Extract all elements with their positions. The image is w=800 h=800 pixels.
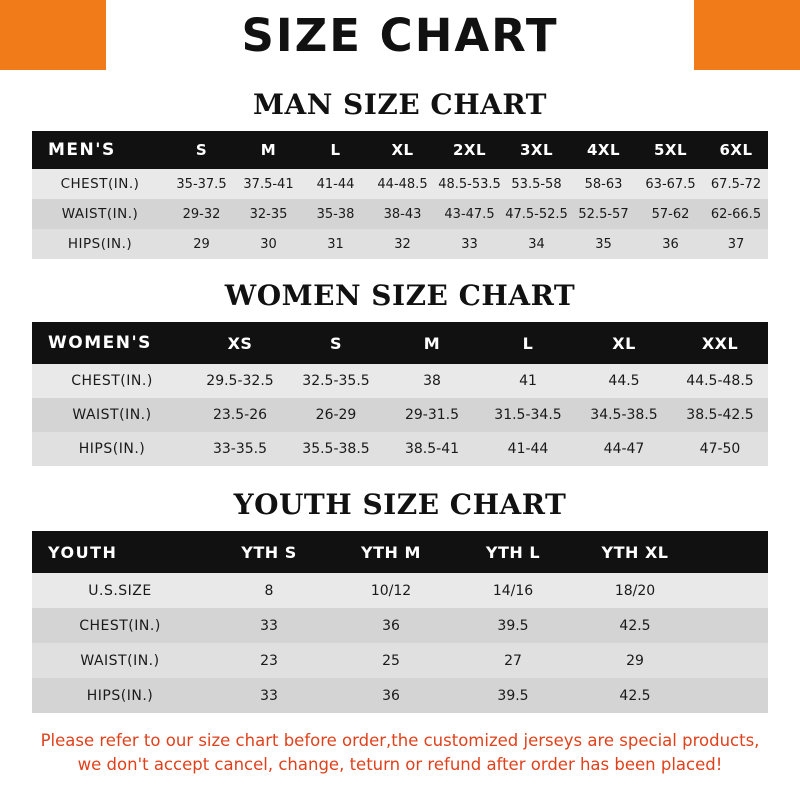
- youth-row-1-pad: [696, 608, 768, 643]
- youth-header-3: YTH L: [485, 542, 541, 562]
- women-row-0-v0: 29.5-32.5: [206, 373, 274, 389]
- youth-size-table: [32, 531, 768, 713]
- footer-note-line-1: Please refer to our size chart before order,the customized jerseys are special products,: [40, 731, 760, 750]
- footer-note: [24, 729, 776, 777]
- man-row-1-v7: 57-62: [651, 206, 690, 222]
- women-row-0-v2: 38: [423, 373, 441, 389]
- man-table-header-row: [32, 131, 768, 169]
- man-row-0-v8: 67.5-72: [710, 176, 762, 192]
- man-row-0-v4: 48.5-53.5: [438, 176, 501, 192]
- youth-row-1-v0: 33: [260, 617, 278, 634]
- women-row-2-v4: 44-47: [603, 441, 645, 457]
- man-row-1-v4: 43-47.5: [444, 206, 495, 222]
- youth-row-1-v1: 36: [382, 617, 400, 634]
- youth-row-3-pad: [696, 678, 768, 713]
- man-row-0-v1: 37.5-41: [243, 176, 294, 192]
- women-header-0: WOMEN'S: [48, 333, 152, 353]
- women-row-0-v5: 44.5-48.5: [686, 373, 754, 389]
- youth-row-0-pad: [696, 573, 768, 608]
- man-row-1-v2: 35-38: [316, 206, 355, 222]
- table-row: [32, 432, 768, 466]
- man-header-8: 5XL: [653, 141, 688, 159]
- man-row-0-v6: 58-63: [584, 176, 623, 192]
- man-header-9: 6XL: [719, 141, 753, 159]
- man-row-2-v3: 32: [394, 236, 411, 252]
- youth-row-0-v0: 8: [264, 582, 274, 599]
- women-row-1-v3: 31.5-34.5: [494, 407, 562, 423]
- women-row-2-v5: 47-50: [699, 441, 741, 457]
- women-row-1-v5: 38.5-42.5: [686, 407, 754, 423]
- women-header-1: XS: [227, 333, 253, 353]
- women-row-1-v0: 23.5-26: [212, 407, 268, 423]
- man-header-5: 2XL: [452, 141, 487, 159]
- youth-row-2-v2: 27: [504, 652, 522, 669]
- women-row-0-v1: 32.5-35.5: [302, 373, 370, 389]
- man-row-2-v6: 35: [595, 236, 612, 252]
- women-header-2: S: [329, 333, 343, 353]
- footer-note-line-2: we don't accept cancel, change, teturn or refund after order has been placed!: [77, 754, 723, 774]
- youth-row-3-v3: 42.5: [619, 687, 651, 704]
- youth-header-pad: [696, 531, 768, 573]
- table-row: [32, 678, 768, 713]
- women-row-1-v2: 29-31.5: [404, 407, 460, 423]
- page-title: SIZE CHART: [241, 8, 559, 62]
- man-row-2-v1: 30: [260, 236, 277, 252]
- man-row-0-v7: 63-67.5: [645, 176, 696, 192]
- youth-row-3-v0: 33: [260, 687, 278, 704]
- women-header-6: XXL: [701, 333, 739, 353]
- man-row-2-v4: 33: [461, 236, 478, 252]
- man-row-1-v6: 52.5-57: [578, 206, 629, 222]
- table-row: [32, 573, 768, 608]
- man-header-2: M: [260, 141, 277, 159]
- women-row-2-v3: 41-44: [507, 441, 549, 457]
- youth-row-3-label: HIPS(IN.): [86, 687, 154, 704]
- women-row-1-v1: 26-29: [315, 407, 357, 423]
- man-header-7: 4XL: [586, 141, 621, 159]
- man-row-0-v3: 44-48.5: [377, 176, 428, 192]
- man-header-3: L: [330, 141, 341, 159]
- man-header-4: XL: [391, 141, 414, 159]
- women-size-table: [32, 322, 768, 466]
- header-banner-inner: [106, 0, 694, 70]
- youth-row-2-v3: 29: [626, 652, 644, 669]
- youth-header-1: YTH S: [241, 542, 297, 562]
- women-row-2-v0: 33-35.5: [212, 441, 268, 457]
- man-row-0-v5: 53.5-58: [511, 176, 562, 192]
- man-row-0-label: CHEST(IN.): [60, 176, 140, 192]
- man-row-2-v5: 34: [528, 236, 545, 252]
- table-row: [32, 643, 768, 678]
- women-row-2-v1: 35.5-38.5: [302, 441, 370, 457]
- man-header-0: MEN'S: [48, 140, 116, 160]
- youth-table-header-row: [32, 531, 768, 573]
- women-row-0-label: CHEST(IN.): [71, 373, 153, 389]
- man-row-2-v0: 29: [193, 236, 210, 252]
- table-row: [32, 169, 768, 199]
- youth-row-1-label: CHEST(IN.): [79, 617, 161, 634]
- man-section-title: MAN SIZE CHART: [253, 88, 547, 121]
- table-row: [32, 398, 768, 432]
- youth-row-2-v1: 25: [382, 652, 400, 669]
- man-row-0-v0: 35-37.5: [176, 176, 227, 192]
- man-row-0-v2: 41-44: [316, 176, 355, 192]
- women-header-4: L: [522, 333, 534, 353]
- youth-row-0-v1: 10/12: [370, 582, 412, 599]
- man-row-2-v7: 36: [662, 236, 679, 252]
- youth-row-1-v2: 39.5: [497, 617, 529, 634]
- youth-row-2-v0: 23: [260, 652, 278, 669]
- man-row-2-label: HIPS(IN.): [67, 236, 133, 252]
- man-size-table: [32, 131, 768, 259]
- table-row: [32, 199, 768, 229]
- man-row-1-label: WAIST(IN.): [61, 206, 139, 222]
- man-row-1-v0: 29-32: [182, 206, 221, 222]
- youth-header-2: YTH M: [361, 542, 421, 562]
- table-row: [32, 364, 768, 398]
- table-row: [32, 608, 768, 643]
- youth-row-0-v2: 14/16: [492, 582, 534, 599]
- women-row-2-label: HIPS(IN.): [78, 441, 146, 457]
- man-header-1: S: [195, 141, 208, 159]
- women-row-1-label: WAIST(IN.): [72, 407, 152, 423]
- man-row-1-v5: 47.5-52.5: [505, 206, 568, 222]
- youth-row-2-label: WAIST(IN.): [80, 652, 160, 669]
- man-row-1-v3: 38-43: [383, 206, 422, 222]
- man-row-2-v2: 31: [327, 236, 344, 252]
- women-row-1-v4: 34.5-38.5: [590, 407, 658, 423]
- man-row-1-v1: 32-35: [249, 206, 288, 222]
- women-table-header-row: [32, 322, 768, 364]
- youth-row-2-pad: [696, 643, 768, 678]
- youth-header-0: YOUTH: [48, 542, 118, 562]
- women-row-0-v3: 41: [519, 373, 537, 389]
- youth-row-0-label: U.S.SIZE: [88, 582, 152, 599]
- women-row-2-v2: 38.5-41: [404, 441, 460, 457]
- youth-header-4: YTH XL: [601, 542, 669, 562]
- women-row-0-v4: 44.5: [608, 373, 640, 389]
- man-header-6: 3XL: [519, 141, 554, 159]
- man-row-1-v8: 62-66.5: [710, 206, 762, 222]
- women-section-title: WOMEN SIZE CHART: [224, 279, 576, 312]
- youth-row-3-v2: 39.5: [497, 687, 529, 704]
- youth-section-title: YOUTH SIZE CHART: [233, 488, 567, 521]
- women-header-3: M: [423, 333, 441, 353]
- header-banner: [0, 0, 800, 70]
- youth-row-3-v1: 36: [382, 687, 400, 704]
- table-row: [32, 229, 768, 259]
- man-row-2-v8: 37: [727, 236, 745, 252]
- youth-row-1-v3: 42.5: [619, 617, 651, 634]
- youth-row-0-v3: 18/20: [614, 582, 656, 599]
- women-header-5: XL: [612, 333, 636, 353]
